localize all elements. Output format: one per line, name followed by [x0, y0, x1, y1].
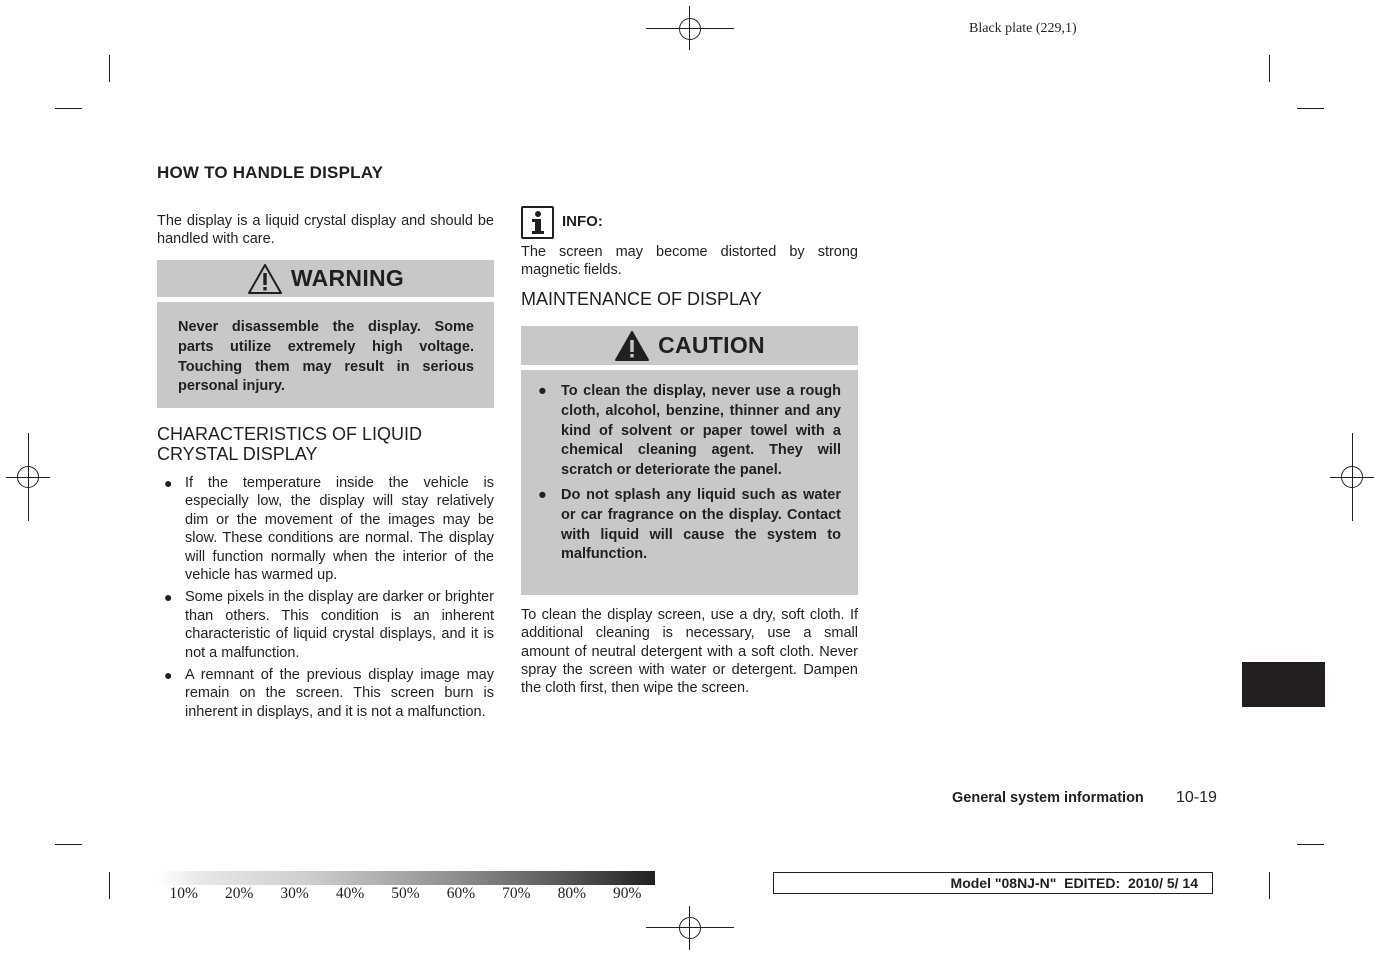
warning-title: WARNING [290, 265, 405, 291]
list-item-text: Some pixels in the display are darker or brighter than others. This condition is an inherent characteristic of liquid crystal displays, and it is not a malfunction. [185, 589, 494, 661]
scale-label: 30% [280, 885, 309, 902]
scale-label: 20% [224, 885, 254, 902]
caution-header [521, 326, 858, 365]
info-i-icon [521, 206, 554, 239]
plate-label: Black plate (229,1) [969, 21, 1077, 36]
scale-label: 60% [446, 885, 476, 902]
bullet-icon: ● [164, 667, 173, 684]
caution-list [521, 382, 841, 565]
caution-body [521, 370, 858, 595]
list-item [157, 588, 494, 662]
color-scale-labels [156, 885, 655, 903]
caution-title: CAUTION [658, 332, 765, 358]
info-glyph [528, 210, 548, 236]
characteristics-heading-line1: CHARACTERISTICS OF LIQUID [157, 424, 423, 444]
list-item [157, 666, 494, 721]
info-text: The screen may become distorted by strong magnetic fields. [521, 244, 858, 279]
list-item [157, 474, 494, 584]
maintenance-paragraph: To clean the display screen, use a dry, soft cloth. If additional cleaning is necessary, use a small amount of neutral detergent with a soft cloth. Never spray the screen with water or detergent. Dampen the cloth first, then wipe the screen. [521, 607, 858, 697]
bullet-icon: ● [538, 383, 547, 399]
scale-label: 90% [613, 885, 642, 902]
list-item-text: If the temperature inside the vehicle is especially low, the display will stay relatively dim or the movement of the images may be slow. These conditions are normal. The display will function normally when the interior of the vehicle has warmed up. [185, 475, 494, 584]
info-label: INFO: [562, 213, 603, 230]
intro-paragraph: The display is a liquid crystal display and should be handled with care. [157, 213, 494, 248]
maintenance-heading: MAINTENANCE OF DISPLAY [521, 289, 762, 309]
footer-section-title: General system information [952, 790, 1144, 806]
warning-triangle-outline-icon [247, 263, 283, 295]
list-item [521, 486, 841, 565]
list-item-text: A remnant of the previous display image may remain on the screen. This screen burn is inherent in displays, and it is not a malfunction. [185, 667, 494, 720]
list-item-text: To clean the display, never use a rough cloth, alcohol, benzine, thinner and any kind of solvent or paper towel with a chemical cleaning agent. They will scratch or deteriorate the panel. [561, 383, 841, 479]
scale-label: 80% [557, 885, 586, 902]
color-scale-bar [156, 871, 655, 885]
section-heading: HOW TO HANDLE DISPLAY [157, 163, 384, 182]
list-item-text: Do not splash any liquid such as water or car fragrance on the display. Contact with liquid will cause the system to malfunction. [561, 486, 841, 563]
warning-body [157, 302, 494, 408]
page-number: 10-19 [1176, 789, 1217, 806]
caution-triangle-filled-icon [614, 330, 650, 362]
model-edited-box [773, 872, 1213, 894]
chapter-tab [1242, 662, 1325, 707]
characteristics-list [157, 474, 494, 725]
scale-label: 50% [391, 885, 420, 902]
characteristics-heading-line2: CRYSTAL DISPLAY [157, 444, 318, 464]
warning-text: Never disassemble the display. Some parts utilize extremely high voltage. Touching them may result in serious personal injury. [178, 319, 474, 395]
scale-label: 40% [335, 885, 365, 902]
scale-label: 10% [169, 885, 198, 902]
bullet-icon: ● [164, 589, 173, 606]
bullet-icon: ● [164, 475, 173, 491]
list-item [521, 382, 841, 481]
scale-label: 70% [502, 885, 531, 902]
model-edited-text: Model "08NJ-N" EDITED: 2010/ 5/ 14 [950, 875, 1198, 891]
warning-header [157, 260, 494, 297]
bullet-icon: ● [538, 486, 547, 503]
characteristics-heading [157, 424, 494, 464]
